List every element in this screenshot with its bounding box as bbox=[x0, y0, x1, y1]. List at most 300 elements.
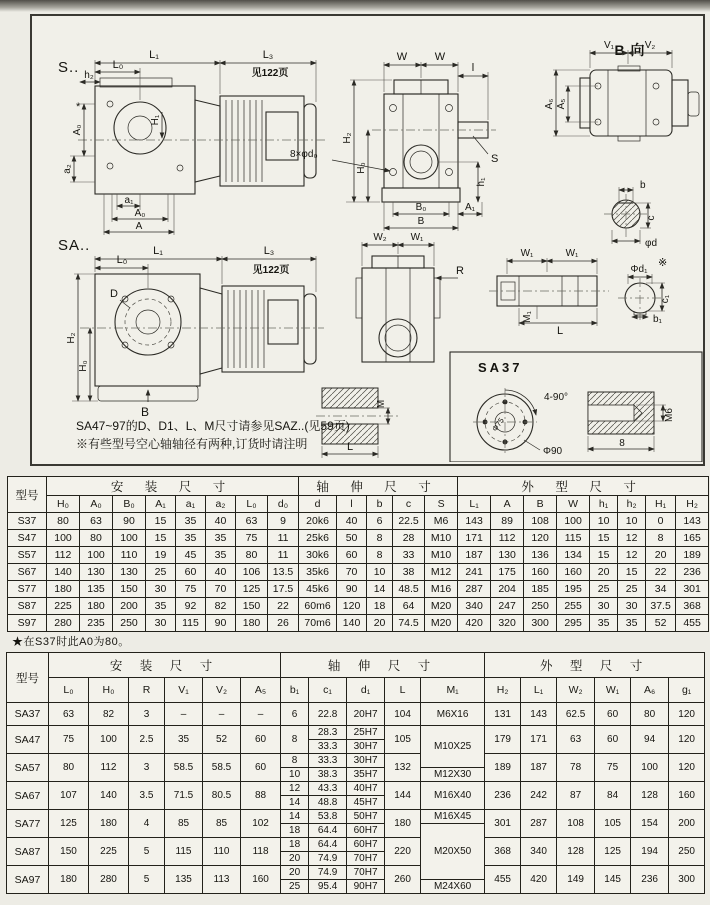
sub-header-row bbox=[7, 678, 705, 703]
model-cell: S37 bbox=[8, 513, 47, 530]
column-header: a₂ bbox=[206, 496, 236, 513]
dim-a6: A₆ bbox=[544, 98, 555, 110]
dim-w1-shaft-left: W₁ bbox=[520, 248, 534, 259]
table-row bbox=[7, 703, 705, 726]
column-header: g₁ bbox=[669, 678, 705, 703]
model-cell: S87 bbox=[8, 598, 47, 615]
value-cell: 250 bbox=[669, 838, 705, 866]
value-cell: 84 bbox=[595, 782, 631, 810]
column-header: R bbox=[129, 678, 165, 703]
column-header: H₂ bbox=[676, 496, 709, 513]
value-cell: 63 bbox=[80, 513, 113, 530]
value-cell: 140 bbox=[89, 782, 129, 810]
value-cell: 131 bbox=[485, 703, 521, 726]
column-header: L₀ bbox=[49, 678, 89, 703]
value-cell: 225 bbox=[47, 598, 80, 615]
dim-m1: M₁ bbox=[522, 311, 533, 323]
value-cell: 120 bbox=[669, 726, 705, 754]
value-cell: 75 bbox=[236, 530, 268, 547]
value-cell: 87 bbox=[557, 782, 595, 810]
value-cell: M20X50 bbox=[421, 824, 485, 880]
value-cell: M12 bbox=[425, 564, 458, 581]
value-cell: 287 bbox=[458, 581, 491, 598]
value-cell: 45H7 bbox=[347, 796, 385, 810]
sub-header-row bbox=[8, 496, 709, 513]
value-cell: 43.3 bbox=[309, 782, 347, 796]
value-cell: 18 bbox=[281, 838, 309, 852]
value-cell: 90 bbox=[113, 513, 146, 530]
dim-c-key: c bbox=[646, 215, 657, 221]
value-cell: 64 bbox=[393, 598, 425, 615]
value-cell: M16 bbox=[425, 581, 458, 598]
value-cell: 80 bbox=[631, 703, 669, 726]
sa37-title: SA37 bbox=[478, 360, 523, 375]
value-cell: 160 bbox=[557, 564, 590, 581]
value-cell: 236 bbox=[631, 866, 669, 894]
value-cell: 62.5 bbox=[557, 703, 595, 726]
column-header: L₀ bbox=[236, 496, 268, 513]
dim-h0-front: H₀ bbox=[356, 162, 367, 174]
value-cell: 94 bbox=[631, 726, 669, 754]
model-cell: SA77 bbox=[7, 810, 49, 838]
table-row bbox=[8, 513, 709, 530]
column-header: B bbox=[524, 496, 557, 513]
value-cell: 165 bbox=[676, 530, 709, 547]
table-row bbox=[7, 810, 705, 824]
value-cell: 143 bbox=[458, 513, 491, 530]
value-cell: 19 bbox=[146, 547, 176, 564]
value-cell: 185 bbox=[524, 581, 557, 598]
value-cell: 33.3 bbox=[309, 754, 347, 768]
value-cell: 30H7 bbox=[347, 754, 385, 768]
value-cell: 150 bbox=[236, 598, 268, 615]
column-header: A₁ bbox=[146, 496, 176, 513]
value-cell: 300 bbox=[524, 615, 557, 632]
value-cell: 128 bbox=[557, 838, 595, 866]
value-cell: 58.5 bbox=[203, 754, 241, 782]
value-cell: 33 bbox=[393, 547, 425, 564]
column-header: c bbox=[393, 496, 425, 513]
value-cell: 180 bbox=[89, 810, 129, 838]
value-cell: 140 bbox=[337, 615, 367, 632]
group-header-mounting: 安 装 尺 寸 bbox=[49, 653, 281, 678]
column-header: b bbox=[367, 496, 393, 513]
value-cell: 28 bbox=[393, 530, 425, 547]
note-line-2: ※有些型号空心轴轴径有两种,订货时请注明 bbox=[76, 437, 308, 451]
value-cell: 160 bbox=[241, 866, 281, 894]
value-cell: 17.5 bbox=[268, 581, 299, 598]
column-header: L₁ bbox=[521, 678, 557, 703]
value-cell: 189 bbox=[676, 547, 709, 564]
value-cell: 10 bbox=[367, 564, 393, 581]
value-cell: 90 bbox=[206, 615, 236, 632]
value-cell: 2.5 bbox=[129, 726, 165, 754]
group-header-shaft: 轴 伸 尺 寸 bbox=[281, 653, 485, 678]
value-cell: 175 bbox=[491, 564, 524, 581]
value-cell: 125 bbox=[595, 838, 631, 866]
dim-bolt-holes: 8×φd₀ bbox=[290, 149, 318, 160]
dim-v1: V₁ bbox=[603, 40, 615, 51]
value-cell: 35 bbox=[146, 598, 176, 615]
value-cell: 38 bbox=[393, 564, 425, 581]
value-cell: 80 bbox=[47, 513, 80, 530]
value-cell: 113 bbox=[203, 866, 241, 894]
value-cell: 34 bbox=[646, 581, 676, 598]
value-cell: 5 bbox=[129, 866, 165, 894]
value-cell: 255 bbox=[557, 598, 590, 615]
value-cell: 100 bbox=[89, 726, 129, 754]
value-cell: 368 bbox=[485, 838, 521, 866]
dim-w-left: W bbox=[396, 51, 408, 63]
value-cell: 194 bbox=[631, 838, 669, 866]
dim-b1: b₁ bbox=[653, 314, 662, 325]
value-cell: 105 bbox=[595, 810, 631, 838]
value-cell: 35 bbox=[176, 513, 206, 530]
see-page-122-sa: 见122页 bbox=[252, 265, 290, 276]
value-cell: 30 bbox=[146, 615, 176, 632]
value-cell: 135 bbox=[80, 581, 113, 598]
column-header: c₁ bbox=[309, 678, 347, 703]
value-cell: 180 bbox=[385, 810, 421, 838]
value-cell: 241 bbox=[458, 564, 491, 581]
value-cell: 40 bbox=[206, 513, 236, 530]
value-cell: 420 bbox=[521, 866, 557, 894]
value-cell: 455 bbox=[676, 615, 709, 632]
drawing-notes bbox=[76, 418, 350, 451]
dim-b-front: B bbox=[417, 216, 425, 227]
column-header: V₁ bbox=[165, 678, 203, 703]
value-cell: 20k6 bbox=[299, 513, 337, 530]
value-cell: 20 bbox=[281, 866, 309, 880]
value-cell: 12 bbox=[618, 530, 646, 547]
value-cell: 189 bbox=[485, 754, 521, 782]
value-cell: 50 bbox=[337, 530, 367, 547]
table-row bbox=[7, 838, 705, 852]
note-line-1: SA47~97的D、D1、L、M尺寸请参见SAZ..(见59页) bbox=[76, 419, 350, 433]
value-cell: 58.5 bbox=[165, 754, 203, 782]
value-cell: 120 bbox=[524, 530, 557, 547]
dim-d-cap: D bbox=[110, 288, 118, 300]
value-cell: 35k6 bbox=[299, 564, 337, 581]
column-header: B₀ bbox=[113, 496, 146, 513]
value-cell: 6 bbox=[281, 703, 309, 726]
column-header: H₀ bbox=[47, 496, 80, 513]
value-cell: 10 bbox=[281, 768, 309, 782]
group-header-mounting: 安 装 尺 寸 bbox=[47, 477, 299, 496]
value-cell: 30 bbox=[590, 598, 618, 615]
sa-front-view bbox=[356, 232, 464, 362]
value-cell: 128 bbox=[631, 782, 669, 810]
value-cell: 134 bbox=[557, 547, 590, 564]
model-cell: SA47 bbox=[7, 726, 49, 754]
table-row bbox=[8, 564, 709, 581]
value-cell: 63 bbox=[49, 703, 89, 726]
value-cell: 300 bbox=[669, 866, 705, 894]
value-cell: M16X45 bbox=[421, 810, 485, 824]
column-header: h₁ bbox=[590, 496, 618, 513]
s-series-table bbox=[7, 476, 709, 632]
value-cell: 301 bbox=[485, 810, 521, 838]
value-cell: 48.8 bbox=[309, 796, 347, 810]
value-cell: 82 bbox=[89, 703, 129, 726]
value-cell: 26 bbox=[268, 615, 299, 632]
value-cell: 40H7 bbox=[347, 782, 385, 796]
value-cell: 25H7 bbox=[347, 726, 385, 740]
dim-s-thread: S bbox=[491, 153, 499, 165]
model-cell: S47 bbox=[8, 530, 47, 547]
value-cell: 18 bbox=[367, 598, 393, 615]
value-cell: 70 bbox=[206, 581, 236, 598]
value-cell: 13.5 bbox=[268, 564, 299, 581]
value-cell: 12 bbox=[281, 782, 309, 796]
dim-sa-h2: H₂ bbox=[66, 332, 77, 344]
value-cell: 6 bbox=[367, 513, 393, 530]
value-cell: 102 bbox=[241, 810, 281, 838]
value-cell: 9 bbox=[268, 513, 299, 530]
value-cell: 22 bbox=[646, 564, 676, 581]
value-cell: 20 bbox=[367, 615, 393, 632]
model-cell: SA87 bbox=[7, 838, 49, 866]
value-cell: 33.3 bbox=[309, 740, 347, 754]
dim-l-shaft: L bbox=[556, 325, 564, 337]
scan-edge-shadow bbox=[0, 0, 710, 12]
sa-series-table bbox=[6, 652, 705, 894]
dim-l3: L₃ bbox=[262, 49, 274, 61]
group-header-outline: 外 型 尺 寸 bbox=[485, 653, 705, 678]
value-cell: 368 bbox=[676, 598, 709, 615]
model-column-header: 型号 bbox=[7, 653, 49, 703]
sa-side-view bbox=[58, 237, 324, 419]
value-cell: 115 bbox=[557, 530, 590, 547]
value-cell: 125 bbox=[49, 810, 89, 838]
value-cell: 25k6 bbox=[299, 530, 337, 547]
value-cell: 15 bbox=[590, 547, 618, 564]
value-cell: 60 bbox=[337, 547, 367, 564]
value-cell: 180 bbox=[80, 598, 113, 615]
group-header-shaft: 轴 伸 尺 寸 bbox=[299, 477, 458, 496]
column-header: L₁ bbox=[458, 496, 491, 513]
value-cell: 18 bbox=[281, 824, 309, 838]
value-cell: 80 bbox=[236, 547, 268, 564]
table-row bbox=[8, 598, 709, 615]
dim-h2-small: h₂ bbox=[84, 70, 94, 81]
value-cell: 340 bbox=[521, 838, 557, 866]
value-cell: 52 bbox=[646, 615, 676, 632]
group-header-outline: 外 型 尺 寸 bbox=[458, 477, 709, 496]
column-header: M₁ bbox=[421, 678, 485, 703]
value-cell: 4 bbox=[129, 810, 165, 838]
value-cell: 143 bbox=[521, 703, 557, 726]
value-cell: 107 bbox=[49, 782, 89, 810]
value-cell: 112 bbox=[47, 547, 80, 564]
model-cell: SA67 bbox=[7, 782, 49, 810]
value-cell: 92 bbox=[176, 598, 206, 615]
dim-a1-cap: A₁ bbox=[464, 202, 476, 213]
value-cell: 8 bbox=[281, 754, 309, 768]
value-cell: 250 bbox=[524, 598, 557, 615]
value-cell: 118 bbox=[241, 838, 281, 866]
dim-l-section: L bbox=[346, 441, 354, 453]
column-header: W₁ bbox=[595, 678, 631, 703]
value-cell: 235 bbox=[80, 615, 113, 632]
value-cell: M10X25 bbox=[421, 726, 485, 768]
value-cell: 74.9 bbox=[309, 866, 347, 880]
value-cell: 104 bbox=[385, 703, 421, 726]
value-cell: 75 bbox=[176, 581, 206, 598]
value-cell: 35 bbox=[165, 726, 203, 754]
value-cell: 35 bbox=[176, 530, 206, 547]
dim-w1-front: W₁ bbox=[410, 232, 424, 243]
value-cell: 35 bbox=[590, 615, 618, 632]
value-cell: 150 bbox=[49, 838, 89, 866]
dim-angle: 4-90° bbox=[544, 392, 569, 403]
dim-sa-l1: L₁ bbox=[153, 245, 163, 257]
value-cell: 136 bbox=[524, 547, 557, 564]
value-cell: 301 bbox=[676, 581, 709, 598]
value-cell: 145 bbox=[595, 866, 631, 894]
hollow-shaft-view bbox=[489, 248, 671, 337]
value-cell: 53.8 bbox=[309, 810, 347, 824]
value-cell: 20H7 bbox=[347, 703, 385, 726]
value-cell: 60m6 bbox=[299, 598, 337, 615]
sa37-detail-box bbox=[450, 352, 702, 462]
value-cell: 120 bbox=[669, 703, 705, 726]
value-cell: 220 bbox=[385, 838, 421, 866]
value-cell: 204 bbox=[491, 581, 524, 598]
dim-phi-d1: Φd₁ bbox=[630, 264, 648, 275]
dim-a: A bbox=[135, 221, 143, 232]
dim-a0-bottom: A₀ bbox=[134, 208, 146, 219]
dim-m: M bbox=[376, 399, 387, 409]
value-cell: 100 bbox=[631, 754, 669, 782]
value-cell: 171 bbox=[521, 726, 557, 754]
value-cell: 180 bbox=[49, 866, 89, 894]
see-page-122: 见122页 bbox=[251, 68, 289, 79]
dim-l1: L₁ bbox=[149, 49, 159, 61]
value-cell: 108 bbox=[524, 513, 557, 530]
s-series-rows bbox=[8, 513, 709, 632]
value-cell: M6X16 bbox=[421, 703, 485, 726]
value-cell: 64.4 bbox=[309, 838, 347, 852]
column-header: b₁ bbox=[281, 678, 309, 703]
value-cell: 420 bbox=[458, 615, 491, 632]
column-header: d bbox=[299, 496, 337, 513]
value-cell: M16X40 bbox=[421, 782, 485, 810]
value-cell: 14 bbox=[281, 796, 309, 810]
dim-l-small: l bbox=[471, 62, 475, 74]
value-cell: 60 bbox=[176, 564, 206, 581]
value-cell: 187 bbox=[458, 547, 491, 564]
value-cell: 25 bbox=[146, 564, 176, 581]
value-cell: 236 bbox=[485, 782, 521, 810]
column-header: A₅ bbox=[241, 678, 281, 703]
value-cell: 80.5 bbox=[203, 782, 241, 810]
value-cell: 340 bbox=[458, 598, 491, 615]
value-cell: 80 bbox=[80, 530, 113, 547]
value-cell: 52 bbox=[203, 726, 241, 754]
dim-a2: a₂ bbox=[62, 164, 73, 174]
value-cell: 20 bbox=[590, 564, 618, 581]
dim-h1-cap: H₁ bbox=[150, 114, 161, 126]
value-cell: 38.3 bbox=[309, 768, 347, 782]
dim-b0: B₀ bbox=[415, 202, 427, 213]
value-cell: 120 bbox=[337, 598, 367, 615]
value-cell: 95.4 bbox=[309, 880, 347, 894]
dim-c1: c₁ bbox=[660, 294, 671, 304]
dim-w-right: W bbox=[434, 51, 446, 63]
value-cell: 25 bbox=[281, 880, 309, 894]
value-cell: 15 bbox=[146, 530, 176, 547]
table1-footnote: ★在S37时此A0为80。 bbox=[12, 636, 130, 648]
value-cell: 25 bbox=[590, 581, 618, 598]
value-cell: 179 bbox=[485, 726, 521, 754]
value-cell: 100 bbox=[47, 530, 80, 547]
dim-phi90: Φ90 bbox=[543, 446, 563, 457]
value-cell: 120 bbox=[669, 754, 705, 782]
value-cell: 70H7 bbox=[347, 866, 385, 880]
dim-depth-8: 8 bbox=[619, 438, 625, 449]
value-cell: 22.8 bbox=[309, 703, 347, 726]
value-cell: 70 bbox=[337, 564, 367, 581]
value-cell: 106 bbox=[236, 564, 268, 581]
value-cell: 88 bbox=[241, 782, 281, 810]
value-cell: 75 bbox=[595, 754, 631, 782]
value-cell: 89 bbox=[491, 513, 524, 530]
table-row bbox=[8, 547, 709, 564]
model-cell: SA57 bbox=[7, 754, 49, 782]
value-cell: M12X30 bbox=[421, 768, 485, 782]
value-cell: 160 bbox=[524, 564, 557, 581]
dim-b-arrow: B bbox=[140, 405, 150, 419]
value-cell: – bbox=[165, 703, 203, 726]
value-cell: 40 bbox=[337, 513, 367, 530]
value-cell: 3 bbox=[129, 703, 165, 726]
value-cell: 280 bbox=[47, 615, 80, 632]
value-cell: 8 bbox=[646, 530, 676, 547]
b-view-title: B 向 bbox=[614, 42, 646, 58]
value-cell: 85 bbox=[165, 810, 203, 838]
dim-m6: M6 bbox=[664, 408, 675, 422]
value-cell: 247 bbox=[491, 598, 524, 615]
column-header: S bbox=[425, 496, 458, 513]
value-cell: 287 bbox=[521, 810, 557, 838]
value-cell: 45 bbox=[176, 547, 206, 564]
value-cell: 10 bbox=[590, 513, 618, 530]
value-cell: 60 bbox=[595, 703, 631, 726]
model-cell: S67 bbox=[8, 564, 47, 581]
value-cell: – bbox=[203, 703, 241, 726]
value-cell: 3 bbox=[129, 754, 165, 782]
value-cell: 15 bbox=[146, 513, 176, 530]
value-cell: 187 bbox=[521, 754, 557, 782]
value-cell: 130 bbox=[491, 547, 524, 564]
value-cell: 108 bbox=[557, 810, 595, 838]
column-header: W bbox=[557, 496, 590, 513]
value-cell: 11 bbox=[268, 547, 299, 564]
value-cell: 64.4 bbox=[309, 824, 347, 838]
dim-b-key: b bbox=[640, 180, 646, 191]
value-cell: 35H7 bbox=[347, 768, 385, 782]
value-cell: 132 bbox=[385, 754, 421, 782]
value-cell: 50H7 bbox=[347, 810, 385, 824]
value-cell: M24X60 bbox=[421, 880, 485, 894]
value-cell: 225 bbox=[89, 838, 129, 866]
column-header: h₂ bbox=[618, 496, 646, 513]
value-cell: 30 bbox=[618, 598, 646, 615]
model-cell: SA37 bbox=[7, 703, 49, 726]
column-header: a₁ bbox=[176, 496, 206, 513]
value-cell: 8 bbox=[367, 547, 393, 564]
